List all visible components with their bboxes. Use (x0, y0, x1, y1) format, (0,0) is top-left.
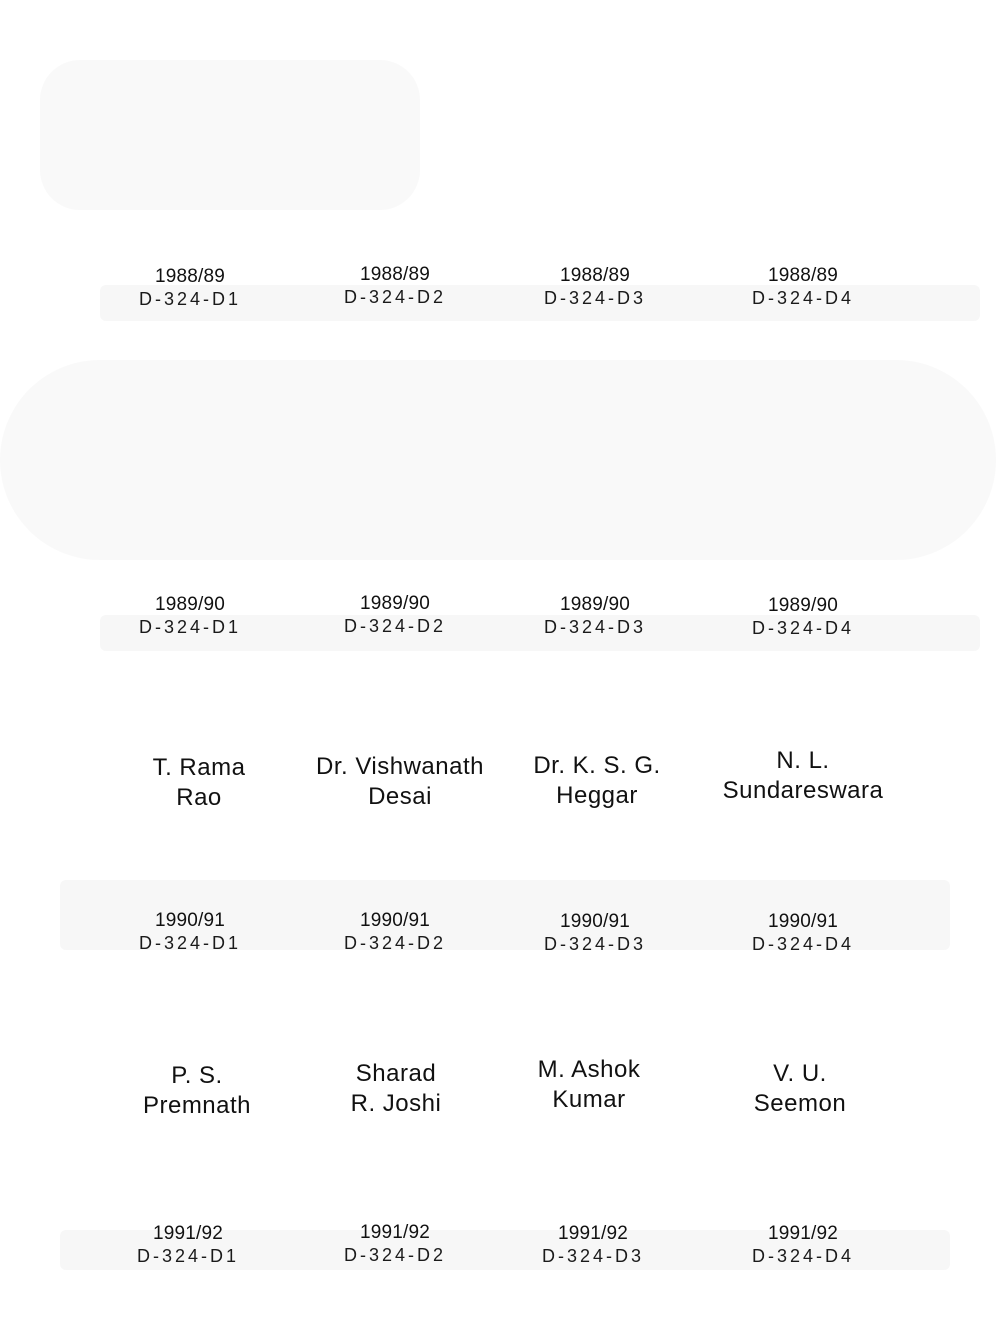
person-name (82, 1061, 312, 1121)
person-name (84, 753, 314, 813)
label-1989-d1 (80, 594, 300, 638)
name-line-2: Premnath (142, 1092, 252, 1119)
year-text: 1988/89 (559, 265, 631, 286)
code-text: D-324-D4 (751, 288, 855, 308)
label-1988-d1 (80, 266, 300, 310)
label-1989-d4 (693, 595, 913, 639)
code-text: D-324-D2 (343, 1245, 447, 1265)
year-text: 1989/90 (767, 595, 839, 616)
name-line-2: R. Joshi (350, 1090, 442, 1117)
code-text: D-324-D1 (138, 933, 242, 953)
label-1990-d4 (693, 911, 913, 955)
name-line-1: M. Ashok (537, 1056, 641, 1083)
code-text: D-324-D2 (343, 933, 447, 953)
year-text: 1991/92 (359, 1222, 431, 1243)
person-name (474, 1055, 704, 1115)
year-text: 1991/92 (767, 1223, 839, 1244)
name-line-1: N. L. (776, 747, 830, 774)
name-line-2: Kumar (552, 1086, 626, 1113)
name-line-2: Sundareswara (722, 777, 884, 804)
year-text: 1990/91 (154, 910, 226, 931)
code-text: D-324-D3 (541, 1246, 645, 1266)
code-text: D-324-D3 (543, 934, 647, 954)
label-1990-d1 (80, 910, 300, 954)
name-line-1: Dr. K. S. G. (533, 752, 661, 779)
label-1988-d3 (485, 265, 705, 309)
person-name (685, 1059, 915, 1119)
person-name (688, 746, 918, 806)
code-text: D-324-D3 (543, 617, 647, 637)
name-line-1: V. U. (773, 1060, 827, 1087)
year-text: 1991/92 (152, 1223, 224, 1244)
label-1989-d3 (485, 594, 705, 638)
code-text: D-324-D1 (138, 617, 242, 637)
year-text: 1990/91 (559, 911, 631, 932)
person-name (482, 751, 712, 811)
faded-background-mark (0, 360, 996, 560)
code-text: D-324-D4 (751, 618, 855, 638)
code-text: D-324-D2 (343, 287, 447, 307)
code-text: D-324-D2 (343, 616, 447, 636)
name-line-2: Heggar (556, 782, 638, 809)
year-text: 1989/90 (154, 594, 226, 615)
name-line-1: T. Rama (152, 754, 246, 781)
code-text: D-324-D4 (751, 1246, 855, 1266)
label-1991-d3 (483, 1223, 703, 1267)
name-line-1: P. S. (171, 1062, 223, 1089)
label-1990-d3 (485, 911, 705, 955)
code-text: D-324-D3 (543, 288, 647, 308)
label-1991-d4 (693, 1223, 913, 1267)
year-text: 1990/91 (359, 910, 431, 931)
faded-background-mark (40, 60, 420, 210)
year-text: 1989/90 (559, 594, 631, 615)
year-text: 1988/89 (359, 264, 431, 285)
code-text: D-324-D1 (136, 1246, 240, 1266)
name-line-1: Sharad (355, 1060, 437, 1087)
label-1991-d1 (78, 1223, 298, 1267)
person-name (285, 752, 515, 812)
name-line-2: Rao (176, 784, 222, 811)
label-1988-d2 (285, 264, 505, 308)
label-1988-d4 (693, 265, 913, 309)
code-text: D-324-D1 (138, 289, 242, 309)
code-text: D-324-D4 (751, 934, 855, 954)
year-text: 1989/90 (359, 593, 431, 614)
label-1991-d2 (285, 1222, 505, 1266)
name-line-2: Desai (368, 783, 432, 810)
name-line-2: Seemon (753, 1090, 847, 1117)
year-text: 1988/89 (154, 266, 226, 287)
label-1990-d2 (285, 910, 505, 954)
year-text: 1990/91 (767, 911, 839, 932)
year-text: 1988/89 (767, 265, 839, 286)
label-1989-d2 (285, 593, 505, 637)
year-text: 1991/92 (557, 1223, 629, 1244)
name-line-1: Dr. Vishwanath (316, 753, 484, 780)
